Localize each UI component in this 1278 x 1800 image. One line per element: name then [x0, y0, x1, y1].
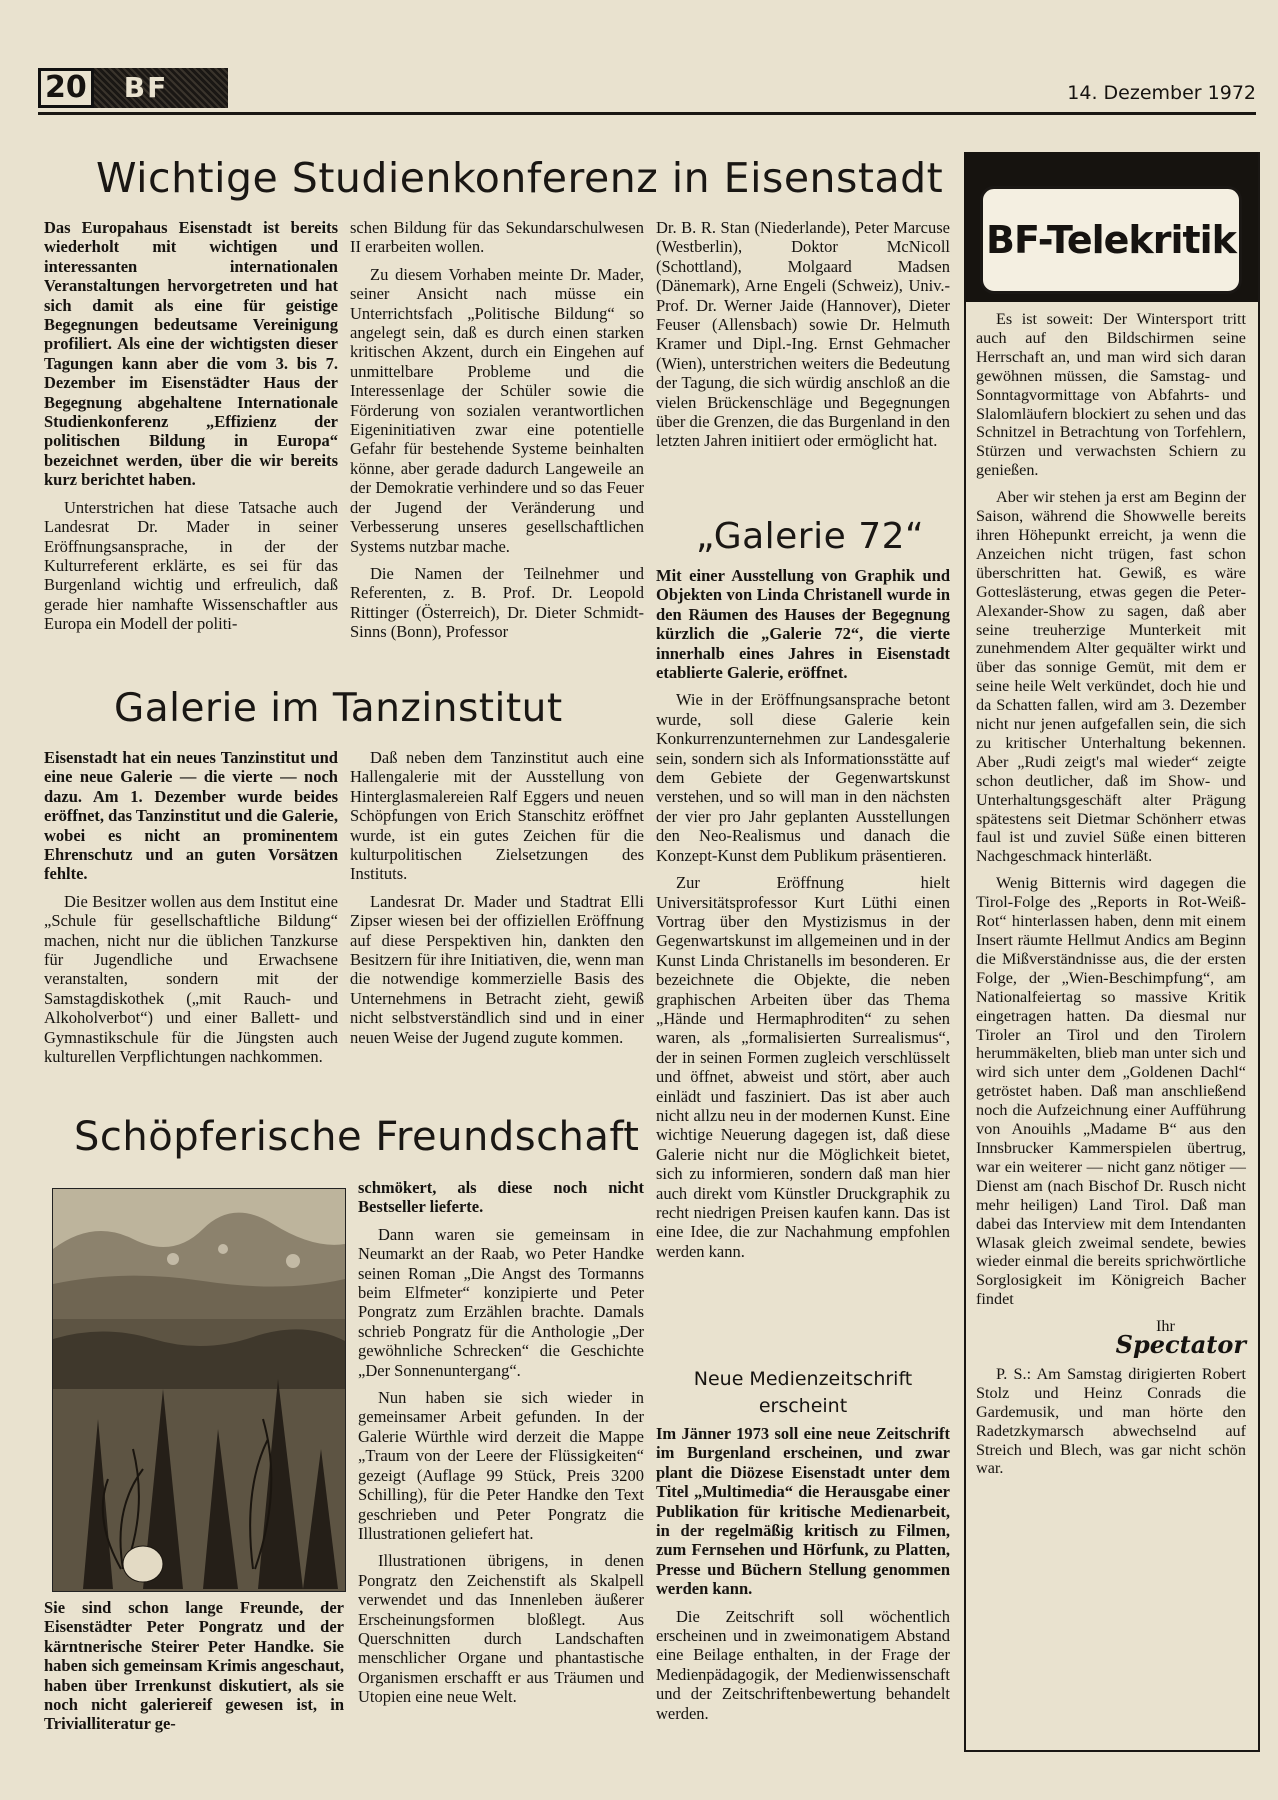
article1-paragraph: Unterstrichen hat diese Tatsache auch Landesrat Dr. Mader in seiner Eröffnungsansprache, in der der Kulturreferent erklärte, es sei für das Burgenland wichtig und erfreulich, daß gerade hier namhafte Wissenschaftler aus Europa ein Modell der politi-	[44, 497, 338, 634]
section-logo: BF	[94, 68, 228, 108]
article2-paragraph: Daß neben dem Tanzinstitut auch eine Hallengalerie mit der Ausstellung von Hinterglasmalereien Ralf Eggers und neuen Schöpfungen von Erich Stanschitz eröffnet wurde, ist ein gutes Zeichen für die kulturpolitischen Zielsetzungen des Instituts.	[350, 748, 644, 884]
article1-paragraph: Dr. B. R. Stan (Niederlande), Peter Marcuse (Westberlin), Doktor McNicoll (Schottland), Molgaard Madsen (Dänemark), Arne Engeli (Schweiz), Univ.-Prof. Dr. Werner Jaide (Hannover), Dieter Feuser (Allensbach) sowie Dr. Helmuth Kramer und Dipl.-Ing. Ernst Gehmacher (Wien), unterstrichen weiters die Bedeutung der Tagung, die sich würdig anschloß an die vielen Brückenschläge und Begegnungen über die Grenzen, die das Burgenland in den letzten Jahren initiiert oder ermöglicht hat.	[656, 218, 950, 451]
article2-col2	[350, 748, 644, 1055]
article2-paragraph: Die Besitzer wollen aus dem Institut eine „Schule für gesellschaftliche Bildung“ machen, nicht nur die üblichen Tanzkurse für Jugendliche und Erwachsene veranstalten, sondern mit der Samstagdiskothek („mit Rauch- und Alkoholverbot“) und einer Ballett- und Gymnastikschule für die Jüngsten auch kulturellen Verpflichtungen nachkommen.	[44, 891, 338, 1067]
photo-caption: Sie sind schon lange Freunde, der Eisenstädter Peter Pongratz und der kärntnerische Steirer Peter Handke. Sie haben sich gemeinsam Krimis angeschaut, haben über Irrenkunst diskutiert, als sie noch nicht galeriereif gewesen ist, in Trivialliteratur ge-	[44, 1598, 344, 1734]
article4-body	[656, 1424, 950, 1731]
article5-paragraph: schmökert, als diese noch nicht Bestseller lieferte.	[358, 1178, 644, 1217]
article4-lead: Im Jänner 1973 soll eine neue Zeitschrift im Burgenland erscheinen, und zwar plant die Diözese Eisenstadt unter dem Titel „Multimedia“ die Herausgabe einer Publikation für kritische Medienarbeit, in der regelmäßig kritisch zu Filmen, zum Fernsehen und Hörfunk, zu Platten, Presse und Büchern Stellung genommen werden kann.	[656, 1424, 950, 1599]
sidebar-signature: Spectator	[1115, 1330, 1246, 1360]
article5-caption-col	[44, 1598, 344, 1742]
illustration-pongratz	[52, 1188, 346, 1592]
article5-paragraph: Nun haben sie sich wieder in gemeinsamer Arbeit gefunden. In der Galerie Würthle wird derzeit die Mappe „Traum von der Leere der Flüssigkeiten“ gezeigt (Auflage 99 Stück, Preis 3200 Schilling), für die Peter Handke den Text geschrieben und Peter Pongratz die Illustrationen geliefert hat.	[358, 1388, 644, 1543]
article3-paragraph: Wie in der Eröffnungsansprache betont wurde, soll diese Galerie kein Konkurrenzunternehmen zur Landesgalerie sein, sondern sich als Informationsstätte auf dem Gebiete der Gegenwartskunst verstehen, und so will man in den nächsten der vier pro Jahr geplanten Ausstellungen den Neo-Realismus und danach die Konzept-Kunst dem Publikum präsentieren.	[656, 690, 950, 865]
article4-paragraph: Die Zeitschrift soll wöchentlich erscheinen und in zweimonatigem Abstand eine Beilage enthalten, in der Frage der Medienpädagogik, der Medienwissenschaft und der Zeitschriftenbewertung behandelt werden.	[656, 1606, 950, 1723]
headline-freundschaft: Schöpferische Freundschaft	[74, 1114, 640, 1160]
sidebar-title: BF-Telekritik	[980, 186, 1242, 294]
issue-date: 14. Dezember 1972	[1067, 82, 1256, 104]
article1-paragraph: Zu diesem Vorhaben meinte Dr. Mader, seiner Ansicht nach müsse ein Unterrichtsfach „Politische Bildung“ so angelegt sein, daß es durch einen starken kritischen Akzent, durch ein Eingehen auf unmittelbare Probleme und die Interessenlage der Schüler sowie die Förderung von sozialen verantwortlichen Eigeninitiativen zwar eine potentielle Gefahr für bestehende Systeme beinhalten könne, aber gerade dadurch Langeweile an der Demokratie verhindere und so das Feuer der Jugend der Veränderung und Verbesserung unseres gesellschaftlichen Systems nutzbar mache.	[350, 264, 644, 556]
sidebar-closing: Ihr	[1156, 1317, 1175, 1336]
headline-galerie72: „Galerie 72“	[695, 516, 925, 557]
article1-lead: Das Europahaus Eisenstadt ist bereits wiederholt mit wichtigen und interessanten internationalen Veranstaltungen hervorgetreten und hat sich damit als eine für geistige Begegnungen bedeutsame Vereinigung profiliert. Als eine der wichtigsten dieser Tagungen kann aber die vom 3. bis 7. Dezember im Eisenstädter Haus der Begegnung abgehaltene Internationale Studienkonferenz „Effizienz der politischen Bildung in Europa“ bezeichnet werden, über die wir bereits kurz berichtet haben.	[44, 218, 338, 490]
article5-paragraph: Dann waren sie gemeinsam in Neumarkt an der Raab, wo Peter Handke seinen Roman „Die Angst des Tormanns beim Elfmeter“ konzipierte und Peter Pongratz zum Erzählen brachte. Damals schrieb Pongratz für die Anthologie „Der gewöhnliche Schrecken“ die Geschichte „Der Sonnenuntergang“.	[358, 1224, 644, 1380]
article1-col3	[656, 218, 950, 459]
sidebar-paragraph: Es ist soweit: Der Wintersport tritt auch auf den Bildschirmen seine Herrschaft an, und man wird sich daran gewöhnen müssen, die Samstag- und Sonntagvormittage von Abfahrts- und Slalomläufern blockiert zu sehen und das Schnitzel in Betrachtung von Torfehlern, Stürzen und verwachsten Schiern zu genießen.	[976, 310, 1246, 480]
sidebar-paragraph: Aber wir stehen ja erst am Beginn der Saison, während die Showwelle bereits ihren Höhepunkt erreicht, ja wenn die Anzeichen nicht trügen, fast schon überschritten hat. Gewiß, es wäre Gotteslästerung, etwas gegen die Peter-Alexander-Show zu sagen, daß aber seine treuherzige Munterkeit mit zunehmendem Alter gequälter wirkt und über das sonnige Gemüt, mit dem er seine heile Welt verkündet, doch hie und da Schatten fallen, wird am 3. Dezember nicht nur jenen aufgefallen sein, die sich zu kritischer Unterhaltung bekennen. Aber „Rudi zeigt's mal wieder“ zeigte schon deutlicher, daß im Show- und Unterhaltungsgeschäft alter Prägung spätestens seit Dietmar Schönherr etwas faul ist und zuviel Süße einen bitteren Nachgeschmack hinterläßt.	[976, 488, 1246, 866]
header-rule	[38, 112, 1256, 115]
article5-col2	[358, 1178, 644, 1715]
headline-studienkonferenz: Wichtige Studienkonferenz in Eisenstadt	[96, 154, 944, 202]
sidebar-body	[976, 310, 1246, 1486]
article2-lead: Eisenstadt hat ein neues Tanzinstitut und eine neue Galerie — die vierte — noch dazu. Am 1. Dezember wurde beides eröffnet, das Tanzinstitut und die Galerie, wobei es nicht an prominentem Ehrenschutz und an guten Vorsätzen fehlte.	[44, 748, 338, 884]
article1-col2	[350, 218, 644, 650]
article3-paragraph: Zur Eröffnung hielt Universitätsprofessor Kurt Lüthi einen Vortrag über den Mystizismus in der Gegenwartskunst im allgemeinen und in der Kunst Linda Christanells im besonderen. Er bezeichnete die Objekte, die neben graphischen Arbeiten über das Thema „Hände und Hermaphroditen“ zu sehen waren, als „formalisierten Surrealismus“, der in seinen Formen zugleich verschlüsselt und öffnet, abweist und stört, aber auch einlädt und fasziniert. Das ist aber auch nicht allzu neu in der modernen Kunst. Eine wichtige Neuerung dagegen ist, daß diese Galerie nicht nur die Möglichkeit bietet, sich zu informieren, sondern daß man hier auch direkt vom Künstler Druckgraphik zu recht niedrigen Preisen kaufen kann. Das ist eine Idee, die zur Nachahmung empfohlen werden kann.	[656, 873, 950, 1261]
sidebar-postscript: P. S.: Am Samstag dirigierten Robert Stolz und Heinz Conrads die Gardemusik, und man hörte den Radetzkymarsch abwechselnd auf Streich und Blech, was gar nicht schön war.	[976, 1364, 1246, 1478]
article5-paragraph: Illustrationen übrigens, in denen Pongratz den Zeichenstift als Skalpell verwendet und das Innenleben äußerer Erscheinungsformen bloßlegt. Aus Querschnitten durch Landschaften menschlicher Organe und phantastische Organismen erschafft er aus Träumen und Utopien eine neue Welt.	[358, 1551, 644, 1707]
article1-col1	[44, 218, 338, 642]
article2-paragraph: Landesrat Dr. Mader und Stadtrat Elli Zipser wiesen bei der offiziellen Eröffnung auf diese Perspektiven hin, dankten den Besitzern für ihre Initiativen, die, wenn man die notwendige kommerzielle Basis des Unternehmens in Betracht zieht, gewiß nicht selbstverständlich sind und in einer neuen Weise der Jugend zugute kommen.	[350, 891, 644, 1047]
headline-medienzeitschrift: Neue Medienzeitschrift erscheint	[693, 1368, 913, 1417]
article1-paragraph: schen Bildung für das Sekundarschulwesen II erarbeiten wollen.	[350, 218, 644, 257]
article3-body	[656, 566, 950, 1269]
headline-tanzinstitut: Galerie im Tanzinstitut	[114, 686, 563, 731]
page-number: 20	[38, 68, 94, 108]
article2-col1	[44, 748, 338, 1075]
article3-lead: Mit einer Ausstellung von Graphik und Objekten von Linda Christanell wurde in den Räumen des Hauses der Begegnung kürzlich die „Galerie 72“, die vierte innerhalb eines Jahres in Eisenstadt etablierte Galerie, eröffnet.	[656, 566, 950, 683]
article1-paragraph: Die Namen der Teilnehmer und Referenten, z. B. Prof. Dr. Leopold Rittinger (Österreich), Dr. Dieter Schmidt-Sinns (Bonn), Professor	[350, 563, 644, 642]
page-header	[38, 68, 228, 108]
sidebar-paragraph: Wenig Bitternis wird dagegen die Tirol-Folge des „Reports in Rot-Weiß-Rot“ hinterlassen haben, denn mit einem Insert räumte Hellmut Andics am Beginn die Mißverständnisse aus, die der ersten Folge, der „Wien-Beschimpfung“, am Nationalfeiertag so massive Kritik eingetragen hatten. Da diesmal nur Tiroler an Tirol und den Tirolern herummäkelten, blieb man unter sich und wird sich unter dem „Goldenen Dachl“ getröstet haben. Daß man anschließend noch die Aufzeichnung einer Aufführung von Anouihls „Madame B“ aus den Innsbrucker Kammerspielen übertrug, war ein weiterer — nicht ganz nötiger — Dienst am (nach Bischof Dr. Rusch nicht mehr heiligen) Land Tirol. Daß man dabei das Interview mit dem Intendanten Wlasak gleich zweimal sendete, bewies wieder einmal die bereits sprichwörtliche Sorglosigkeit im Königreich Bacher findet	[976, 874, 1246, 1309]
